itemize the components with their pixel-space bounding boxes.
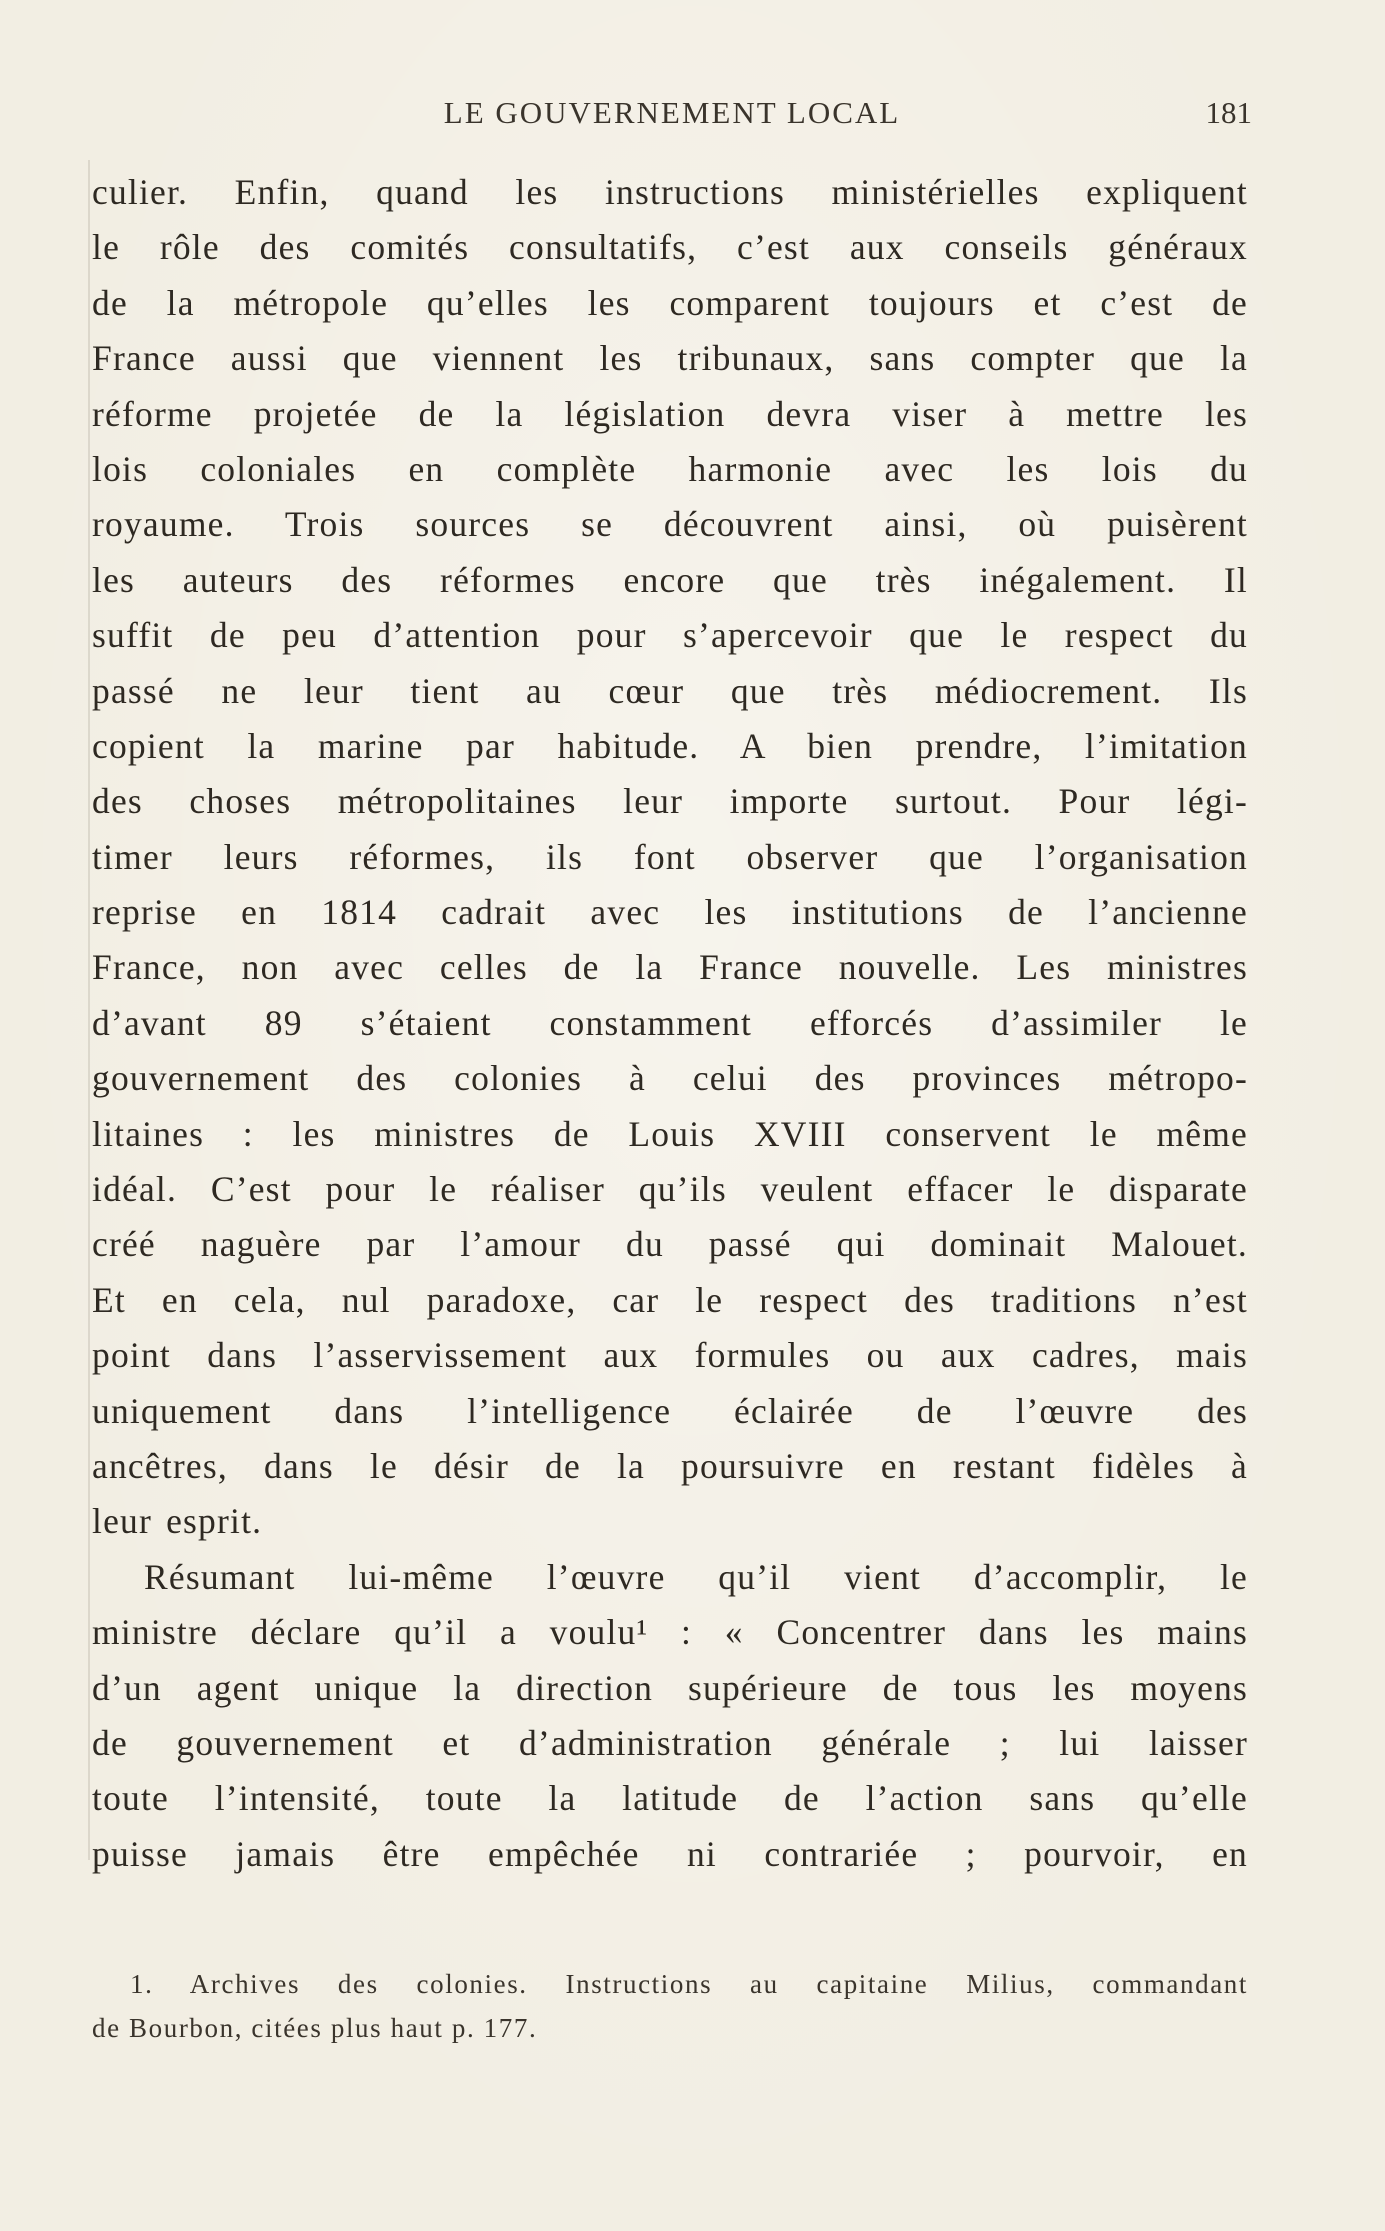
gutter-shadow bbox=[88, 160, 90, 1860]
text-line: ministre déclare qu’il a voulu¹ : « Concentrer dans les mains bbox=[92, 1612, 1248, 1653]
footnote-line: 1. Archives des colonies. Instructions au capitaine Milius, commandant bbox=[130, 1969, 1248, 1999]
text-line: d’avant 89 s’étaient constamment efforcés d’assimiler le bbox=[92, 1002, 1248, 1043]
text-line: uniquement dans l’intelligence éclairée de l’œuvre des bbox=[92, 1390, 1248, 1431]
running-title: LE GOUVERNEMENT LOCAL bbox=[443, 95, 901, 130]
text-line: France, non avec celles de la France nouvelle. Les ministres bbox=[92, 947, 1248, 988]
text-line: puisse jamais être empêchée ni contrariée ; pourvoir, en bbox=[92, 1833, 1248, 1874]
text-line: toute l’intensité, toute la latitude de l’action sans qu’elle bbox=[92, 1778, 1248, 1819]
text-line: des choses métropolitaines leur importe surtout. Pour légi- bbox=[92, 781, 1248, 822]
footnotes bbox=[92, 1962, 1248, 2050]
text-line: idéal. C’est pour le réaliser qu’ils veulent effacer le disparate bbox=[92, 1169, 1248, 1210]
text-line: réforme projetée de la législation devra viser à mettre les bbox=[92, 393, 1248, 434]
text-line: copient la marine par habitude. A bien prendre, l’imitation bbox=[92, 725, 1248, 766]
text-line: ancêtres, dans le désir de la poursuivre en restant fidèles à bbox=[92, 1445, 1248, 1486]
text-line: le rôle des comités consultatifs, c’est aux conseils généraux bbox=[92, 227, 1248, 268]
footnote-line: de Bourbon, citées plus haut p. 177. bbox=[92, 2013, 538, 2043]
running-header bbox=[92, 95, 1252, 135]
text-line: de la métropole qu’elles les comparent toujours et c’est de bbox=[92, 282, 1248, 323]
text-line-paragraph-start: Résumant lui-même l’œuvre qu’il vient d’accomplir, le bbox=[144, 1556, 1248, 1597]
text-line: gouvernement des colonies à celui des provinces métropo- bbox=[92, 1058, 1248, 1099]
text-line: d’un agent unique la direction supérieure de tous les moyens bbox=[92, 1667, 1248, 1708]
text-line-paragraph-end: leur esprit. bbox=[92, 1501, 263, 1542]
text-line: timer leurs réformes, ils font observer que l’organisation bbox=[92, 836, 1248, 877]
text-line: Et en cela, nul paradoxe, car le respect des traditions n’est bbox=[92, 1279, 1248, 1320]
text-line: reprise en 1814 cadrait avec les institutions de l’ancienne bbox=[92, 892, 1248, 933]
page-number: 181 bbox=[1205, 95, 1252, 130]
text-line: lois coloniales en complète harmonie avec les lois du bbox=[92, 448, 1248, 489]
text-line: royaume. Trois sources se découvrent ainsi, où puisèrent bbox=[92, 504, 1248, 545]
text-line: créé naguère par l’amour du passé qui dominait Malouet. bbox=[92, 1224, 1248, 1265]
text-line: de gouvernement et d’administration générale ; lui laisser bbox=[92, 1722, 1248, 1763]
text-line: les auteurs des réformes encore que très inégalement. Il bbox=[92, 559, 1248, 600]
text-line: suffit de peu d’attention pour s’apercevoir que le respect du bbox=[92, 615, 1248, 656]
text-line: France aussi que viennent les tribunaux, sans compter que la bbox=[92, 338, 1248, 379]
text-line: point dans l’asservissement aux formules ou aux cadres, mais bbox=[92, 1335, 1248, 1376]
body-text bbox=[92, 165, 1248, 1882]
text-line: culier. Enfin, quand les instructions ministérielles expliquent bbox=[92, 172, 1248, 212]
text-line: litaines : les ministres de Louis XVIII conservent le même bbox=[92, 1113, 1248, 1154]
text-line: passé ne leur tient au cœur que très médiocrement. Ils bbox=[92, 670, 1248, 711]
